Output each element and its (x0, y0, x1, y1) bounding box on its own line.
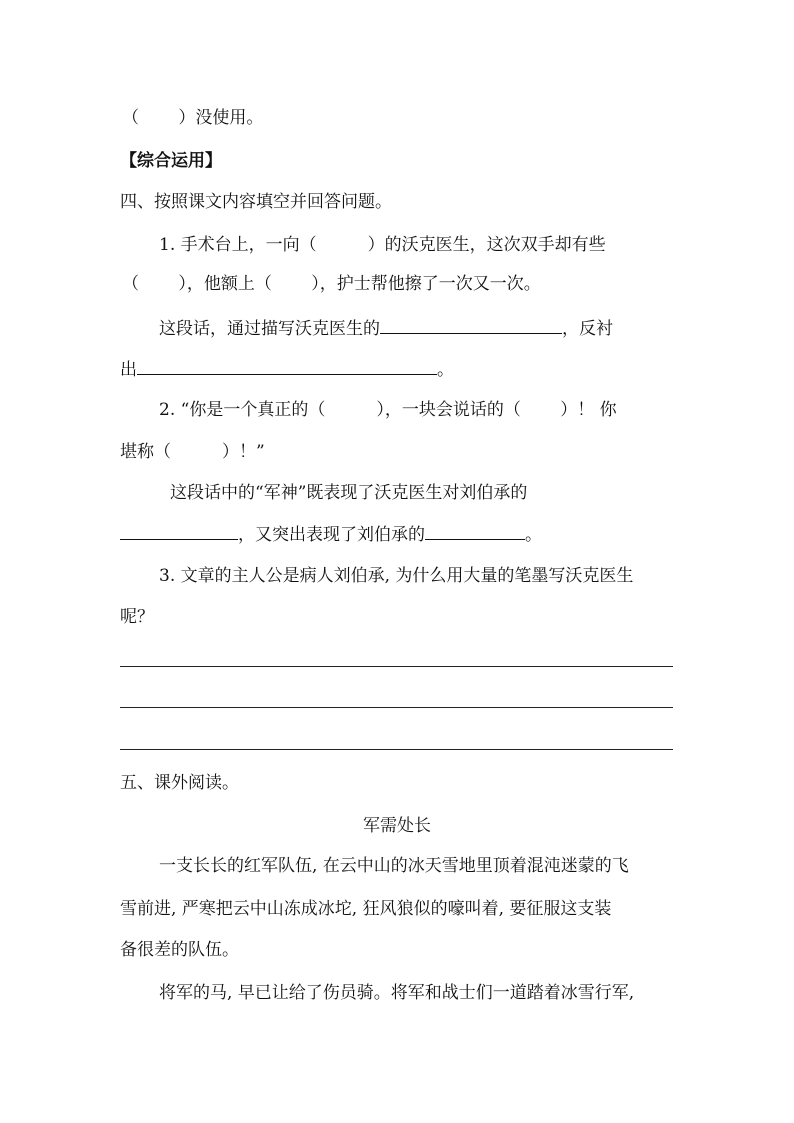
fill-line-a (159, 317, 613, 340)
fill-prompt: ，又突出表现了刘伯承的 (238, 525, 425, 545)
passage-title: 军需处长 (363, 816, 431, 836)
question-2-text: 2. “你是一个真正的（ ），一块会说话的（ ）！ 你 (159, 400, 617, 420)
passage-line: 一支长长的红军队伍, 在云中山的冰天雪地里顶着混沌迷蒙的飞 (159, 856, 629, 876)
question-2-prompt: 这段话中的“军神”既表现了沃克医生对刘伯承的 (170, 483, 528, 503)
continued-line: （ ）没使用。 (122, 108, 264, 128)
question-3-text-cont: 呢？ (120, 607, 154, 627)
passage-line: 备很差的队伍。 (120, 940, 239, 960)
question-3-text: 3. 文章的主人公是病人刘伯承, 为什么用大量的笔墨写沃克医生 (159, 566, 634, 586)
fill-suffix: ，反衬 (562, 319, 613, 339)
section-heading: 【综合运用】 (120, 151, 222, 171)
answer-blank[interactable] (380, 317, 562, 334)
answer-line[interactable] (120, 666, 673, 667)
question-1-text: 1. 手术台上，一向（ ）的沃克医生，这次双手却有些 (159, 235, 606, 255)
answer-line[interactable] (120, 749, 673, 750)
question-four-heading: 四、按照课文内容填空并回答问题。 (120, 192, 392, 212)
answer-blank[interactable] (120, 523, 238, 540)
fill-prompt: 出 (120, 360, 137, 380)
question-1-text-cont: （ ），他额上（ ），护士帮他擦了一次又一次。 (122, 274, 541, 294)
fill-line-b (120, 358, 454, 381)
answer-blank[interactable] (137, 358, 437, 375)
passage-line: 将军的马, 早已让给了伤员骑。将军和战士们一道踏着冰雪行军, (159, 983, 635, 1003)
answer-line[interactable] (120, 707, 673, 708)
fill-line-c (120, 523, 542, 546)
fill-suffix: 。 (525, 525, 542, 545)
question-2-text-cont: 堪称（ ）！” (120, 442, 265, 462)
fill-suffix: 。 (437, 360, 454, 380)
answer-blank[interactable] (425, 523, 525, 540)
fill-prompt: 这段话，通过描写沃克医生的 (159, 319, 380, 339)
passage-line: 雪前进, 严寒把云中山冻成冰坨, 狂风狼似的嚎叫着, 要征服这支装 (120, 899, 612, 919)
question-five-heading: 五、课外阅读。 (120, 773, 239, 793)
